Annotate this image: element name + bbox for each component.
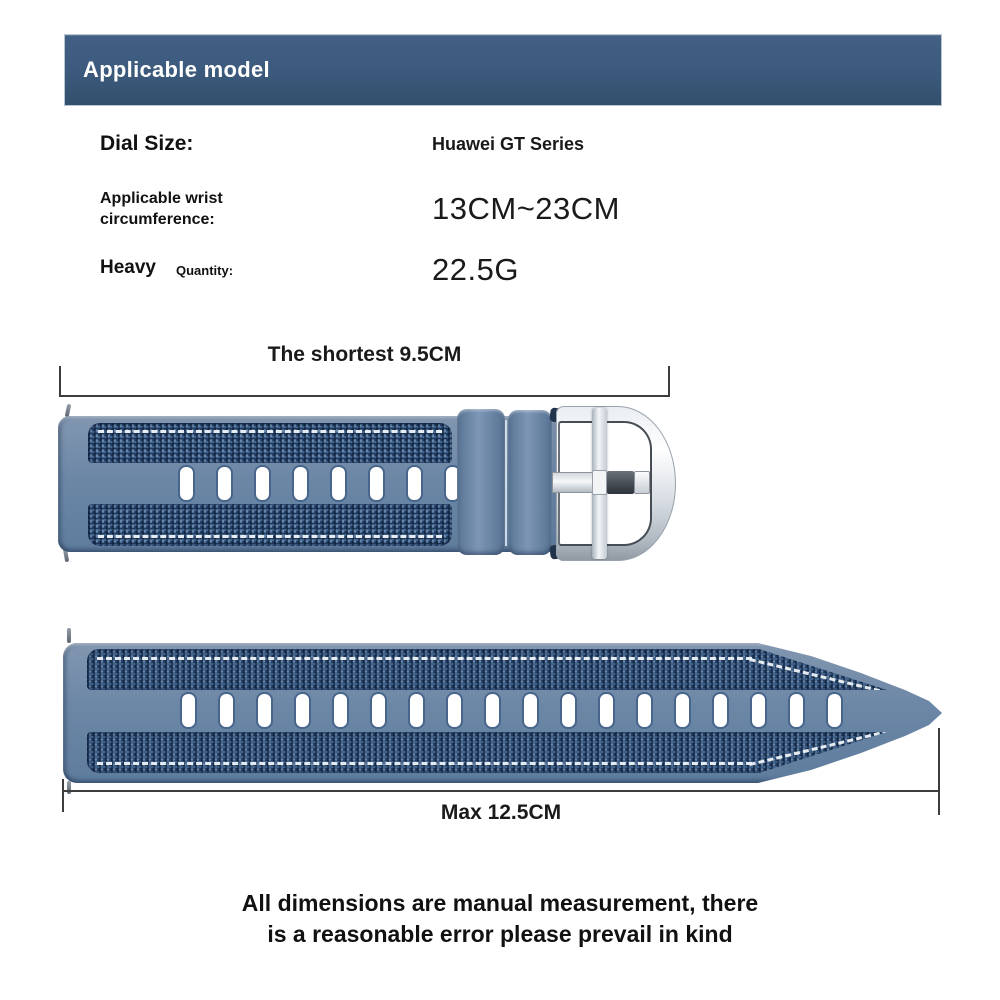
strap-hole [408,692,425,729]
stitch-line [97,657,752,660]
fabric-strip-lower [87,732,887,773]
strap-hole [178,465,195,502]
short-strap-measurement-bracket [59,366,670,397]
strap-hole [750,692,767,729]
spring-bar-pin [67,628,71,643]
strap-keeper-loop [508,410,552,555]
stitch-line [97,762,752,765]
strap-keeper-loop [457,409,505,555]
strap-hole [216,465,233,502]
strap-hole [256,692,273,729]
spec-value-wrist-circumference: 13CM~23CM [432,191,620,226]
spring-bar-pin [67,781,71,794]
strap-hole [674,692,691,729]
fabric-strip-upper [88,423,452,463]
stitch-line [98,430,442,433]
fabric-strip-upper [87,649,887,690]
strap-hole [712,692,729,729]
strap-hole [636,692,653,729]
buckle-prong [592,470,607,495]
strap-hole [522,692,539,729]
buckle-prong [607,471,634,494]
spec-label-wrist-circumference: Applicable wrist circumference: [100,190,223,228]
max-measurement-line [62,790,940,792]
buckle-prong [634,471,650,494]
strap-hole [294,692,311,729]
strap-hole [368,465,385,502]
strap-hole [446,692,463,729]
strap-hole [180,692,197,729]
strap-hole [826,692,843,729]
strap-holes-row [180,692,843,729]
stitch-line [749,658,898,696]
spec-label-dial-size: Dial Size: [100,132,194,155]
fabric-strip-lower [88,504,452,546]
strap-hole [560,692,577,729]
spec-label-weight: Heavy [100,257,156,278]
strap-hole [370,692,387,729]
strap-hole [406,465,423,502]
buckle-prong [552,472,593,493]
strap-hole [788,692,805,729]
short-strap-measurement-label: The shortest 9.5CM [267,343,462,366]
long-strap-measurement-label: Max 12.5CM [440,801,562,824]
stitch-line [749,728,898,766]
spec-value-weight: 22.5G [432,252,519,287]
page-title: Applicable model [83,57,270,82]
strap-hole [332,692,349,729]
strap-hole [218,692,235,729]
long-strap-illustration [63,643,945,783]
strap-hole [598,692,615,729]
spec-value-dial-size: Huawei GT Series [432,134,585,154]
disclaimer-line-2: is a reasonable error please prevail in kind [267,921,733,947]
header-banner [64,34,942,106]
strap-hole [484,692,501,729]
strap-hole [254,465,271,502]
strap-holes-row [178,465,461,502]
strap-hole [292,465,309,502]
stitch-line [98,535,442,538]
disclaimer-line-1: All dimensions are manual measurement, there [241,890,759,916]
disclaimer-note [0,888,1000,950]
strap-hole [330,465,347,502]
spec-label-quantity: Quantity: [176,263,234,278]
